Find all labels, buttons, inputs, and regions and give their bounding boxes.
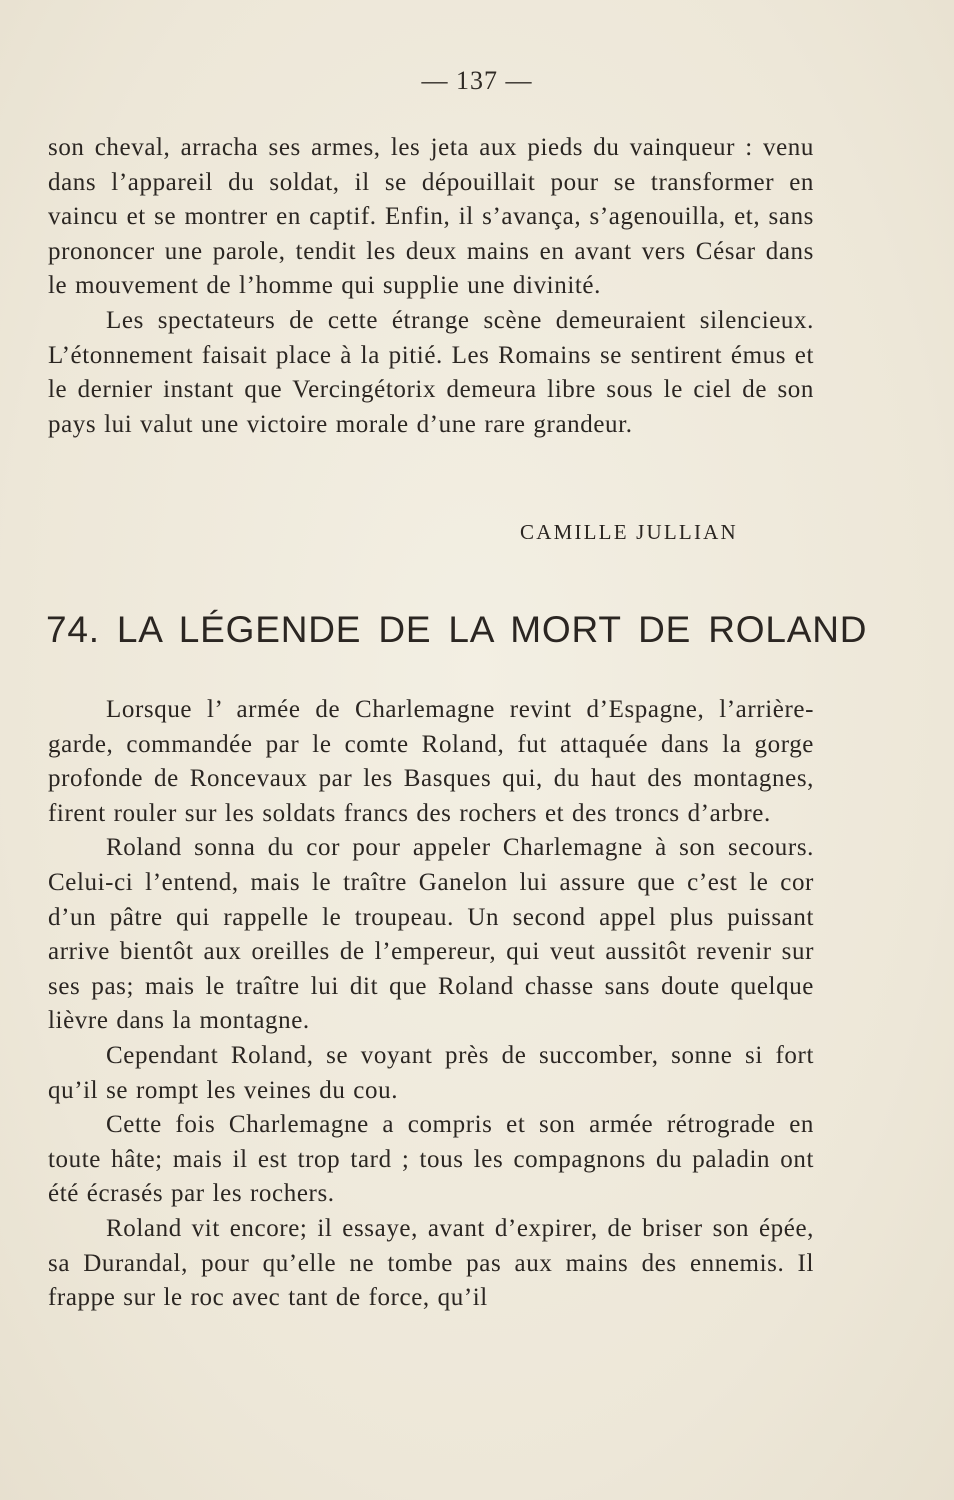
author-signature: CAMILLE JULLIAN xyxy=(520,520,738,544)
chapter-body xyxy=(48,693,814,1316)
paragraph: Cependant Roland, se voyant près de succomber, sonne si fort qu’il se rompt les veines du cou. xyxy=(48,1041,814,1104)
paragraph: Les spectateurs de cette étrange scène demeuraient silencieux. L’étonnement faisait place à la pitié. Les Romains se sentirent émus et le dernier instant que Vercingétorix demeura libre sous le ciel de son pays lui valut une victoire morale d’une rare grandeur. xyxy=(48,306,814,438)
paragraph: Roland sonna du cor pour appeler Charlemagne à son secours. Celui-ci l’entend, mais le traître Ganelon lui assure que c’est le cor d’un pâtre qui rappelle le troupeau. Un second appel plus puissant arrive bientôt aux oreilles de l’empereur, qui veut aussitôt revenir sur ses pas; mais le traître lui dit que Roland chasse sans doute quelque lièvre dans la montagne. xyxy=(48,834,814,1035)
paragraph: Cette fois Charlemagne a compris et son armée rétrograde en toute hâte; mais il est trop tard ; tous les compagnons du paladin ont été écrasés par les rochers. xyxy=(48,1111,814,1208)
previous-text-continuation xyxy=(48,131,814,442)
chapter-title: 74. LA LÉGENDE DE LA MORT DE ROLAND xyxy=(46,609,868,650)
paragraph: Lorsque l’ armée de Charlemagne revint d’Espagne, l’arrière-garde, commandée par le comte Roland, fut attaquée dans la gorge profonde de Roncevaux par les Basques qui, du haut des montagnes, firent rouler sur les soldats francs des rochers et des troncs d’arbre. xyxy=(48,696,814,827)
paragraph: son cheval, arracha ses armes, les jeta aux pieds du vainqueur : venu dans l’appareil du soldat, il se dépouillait pour se transformer en vaincu et se montrer en captif. Enfin, il s’avança, s’agenouilla, et, sans prononcer une parole, tendit les deux mains en avant vers César dans le mouvement de l’homme qui supplie une divinité. xyxy=(48,134,814,300)
page-number: — 137 — xyxy=(421,66,533,95)
paragraph: Roland vit encore; il essaye, avant d’expirer, de briser son épée, sa Durandal, pour qu’elle ne tombe pas aux mains des ennemis. Il frappe sur le roc avec tant de force, qu’il xyxy=(48,1214,814,1312)
